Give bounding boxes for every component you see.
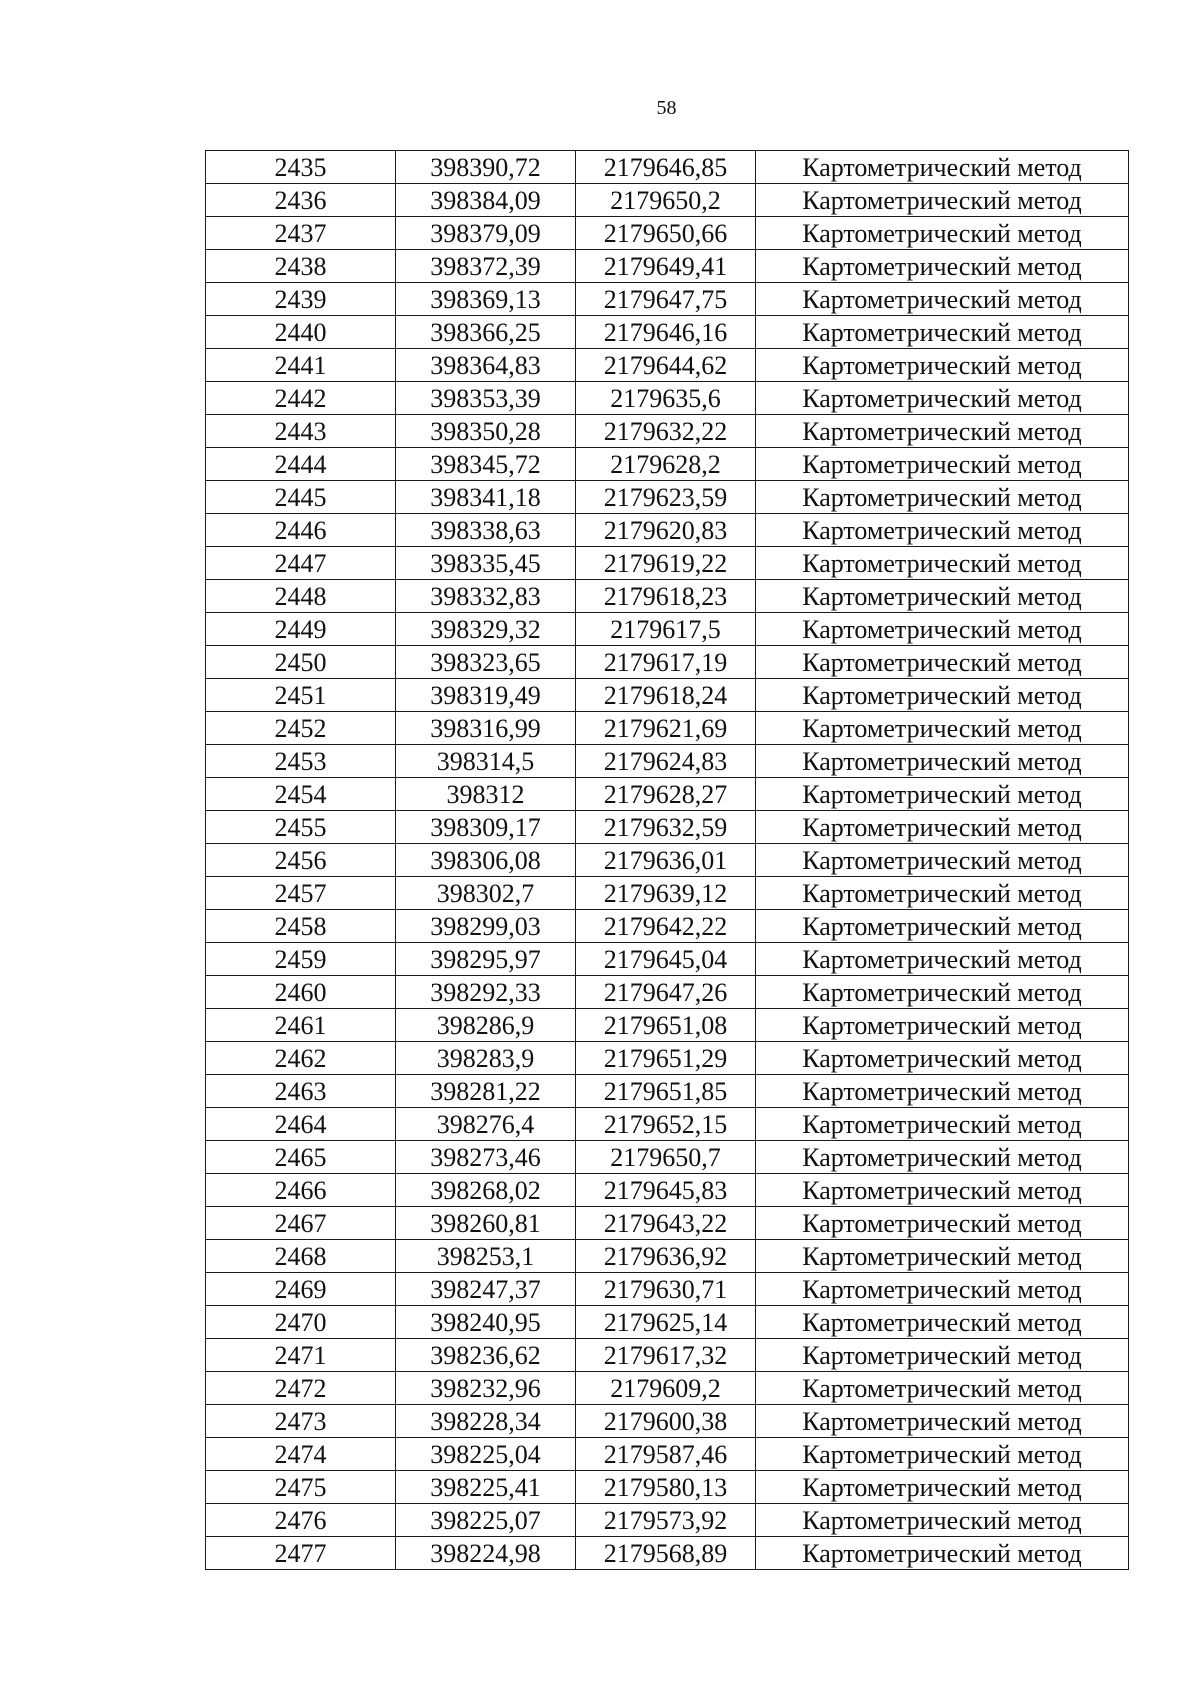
x-coordinate-cell: 398369,13	[396, 283, 576, 316]
point-number-cell: 2461	[206, 1009, 396, 1042]
method-cell: Картометрический метод	[756, 547, 1129, 580]
y-coordinate-cell: 2179651,85	[576, 1075, 756, 1108]
point-number-cell: 2451	[206, 679, 396, 712]
table-row	[206, 613, 1129, 646]
point-number-cell: 2446	[206, 514, 396, 547]
y-coordinate-cell: 2179650,2	[576, 184, 756, 217]
table-row	[206, 646, 1129, 679]
y-coordinate-cell: 2179630,71	[576, 1273, 756, 1306]
table-row	[206, 1339, 1129, 1372]
table-row	[206, 1504, 1129, 1537]
method-cell: Картометрический метод	[756, 415, 1129, 448]
point-number-cell: 2466	[206, 1174, 396, 1207]
point-number-cell: 2444	[206, 448, 396, 481]
point-number-cell: 2443	[206, 415, 396, 448]
method-cell: Картометрический метод	[756, 1471, 1129, 1504]
method-cell: Картометрический метод	[756, 184, 1129, 217]
table-row	[206, 349, 1129, 382]
point-number-cell: 2471	[206, 1339, 396, 1372]
coordinates-table-body	[206, 151, 1129, 1570]
x-coordinate-cell: 398312	[396, 778, 576, 811]
table-row	[206, 382, 1129, 415]
table-row	[206, 1537, 1129, 1570]
point-number-cell: 2442	[206, 382, 396, 415]
table-row	[206, 1207, 1129, 1240]
y-coordinate-cell: 2179621,69	[576, 712, 756, 745]
table-row	[206, 1108, 1129, 1141]
x-coordinate-cell: 398316,99	[396, 712, 576, 745]
point-number-cell: 2435	[206, 151, 396, 184]
point-number-cell: 2447	[206, 547, 396, 580]
y-coordinate-cell: 2179642,22	[576, 910, 756, 943]
method-cell: Картометрический метод	[756, 910, 1129, 943]
point-number-cell: 2439	[206, 283, 396, 316]
x-coordinate-cell: 398292,33	[396, 976, 576, 1009]
method-cell: Картометрический метод	[756, 1240, 1129, 1273]
method-cell: Картометрический метод	[756, 844, 1129, 877]
x-coordinate-cell: 398273,46	[396, 1141, 576, 1174]
table-row	[206, 679, 1129, 712]
x-coordinate-cell: 398232,96	[396, 1372, 576, 1405]
point-number-cell: 2473	[206, 1405, 396, 1438]
point-number-cell: 2469	[206, 1273, 396, 1306]
table-row	[206, 943, 1129, 976]
y-coordinate-cell: 2179649,41	[576, 250, 756, 283]
y-coordinate-cell: 2179647,26	[576, 976, 756, 1009]
y-coordinate-cell: 2179639,12	[576, 877, 756, 910]
point-number-cell: 2467	[206, 1207, 396, 1240]
table-row	[206, 1273, 1129, 1306]
table-row	[206, 1372, 1129, 1405]
point-number-cell: 2463	[206, 1075, 396, 1108]
method-cell: Картометрический метод	[756, 151, 1129, 184]
table-row	[206, 1405, 1129, 1438]
method-cell: Картометрический метод	[756, 1174, 1129, 1207]
method-cell: Картометрический метод	[756, 1537, 1129, 1570]
x-coordinate-cell: 398236,62	[396, 1339, 576, 1372]
method-cell: Картометрический метод	[756, 481, 1129, 514]
x-coordinate-cell: 398260,81	[396, 1207, 576, 1240]
point-number-cell: 2474	[206, 1438, 396, 1471]
x-coordinate-cell: 398253,1	[396, 1240, 576, 1273]
method-cell: Картометрический метод	[756, 1438, 1129, 1471]
method-cell: Картометрический метод	[756, 1405, 1129, 1438]
y-coordinate-cell: 2179643,22	[576, 1207, 756, 1240]
method-cell: Картометрический метод	[756, 1339, 1129, 1372]
point-number-cell: 2472	[206, 1372, 396, 1405]
x-coordinate-cell: 398302,7	[396, 877, 576, 910]
x-coordinate-cell: 398384,09	[396, 184, 576, 217]
y-coordinate-cell: 2179628,27	[576, 778, 756, 811]
x-coordinate-cell: 398224,98	[396, 1537, 576, 1570]
x-coordinate-cell: 398366,25	[396, 316, 576, 349]
table-row	[206, 1075, 1129, 1108]
method-cell: Картометрический метод	[756, 1306, 1129, 1339]
table-row	[206, 250, 1129, 283]
table-row	[206, 1042, 1129, 1075]
table-row	[206, 844, 1129, 877]
x-coordinate-cell: 398247,37	[396, 1273, 576, 1306]
method-cell: Картометрический метод	[756, 1207, 1129, 1240]
y-coordinate-cell: 2179646,16	[576, 316, 756, 349]
table-row	[206, 448, 1129, 481]
table-row	[206, 415, 1129, 448]
table-row	[206, 976, 1129, 1009]
y-coordinate-cell: 2179587,46	[576, 1438, 756, 1471]
point-number-cell: 2445	[206, 481, 396, 514]
x-coordinate-cell: 398314,5	[396, 745, 576, 778]
y-coordinate-cell: 2179624,83	[576, 745, 756, 778]
table-row	[206, 1009, 1129, 1042]
method-cell: Картометрический метод	[756, 1075, 1129, 1108]
x-coordinate-cell: 398335,45	[396, 547, 576, 580]
method-cell: Картометрический метод	[756, 1042, 1129, 1075]
y-coordinate-cell: 2179573,92	[576, 1504, 756, 1537]
y-coordinate-cell: 2179644,62	[576, 349, 756, 382]
x-coordinate-cell: 398228,34	[396, 1405, 576, 1438]
table-row	[206, 910, 1129, 943]
point-number-cell: 2460	[206, 976, 396, 1009]
x-coordinate-cell: 398281,22	[396, 1075, 576, 1108]
y-coordinate-cell: 2179632,22	[576, 415, 756, 448]
y-coordinate-cell: 2179651,08	[576, 1009, 756, 1042]
y-coordinate-cell: 2179617,5	[576, 613, 756, 646]
x-coordinate-cell: 398353,39	[396, 382, 576, 415]
y-coordinate-cell: 2179618,23	[576, 580, 756, 613]
x-coordinate-cell: 398390,72	[396, 151, 576, 184]
method-cell: Картометрический метод	[756, 250, 1129, 283]
y-coordinate-cell: 2179635,6	[576, 382, 756, 415]
point-number-cell: 2465	[206, 1141, 396, 1174]
method-cell: Картометрический метод	[756, 1009, 1129, 1042]
x-coordinate-cell: 398350,28	[396, 415, 576, 448]
page-number: 58	[656, 97, 677, 119]
table-row	[206, 1438, 1129, 1471]
y-coordinate-cell: 2179645,04	[576, 943, 756, 976]
method-cell: Картометрический метод	[756, 283, 1129, 316]
point-number-cell: 2440	[206, 316, 396, 349]
x-coordinate-cell: 398372,39	[396, 250, 576, 283]
table-row	[206, 1174, 1129, 1207]
table-row	[206, 151, 1129, 184]
x-coordinate-cell: 398286,9	[396, 1009, 576, 1042]
point-number-cell: 2468	[206, 1240, 396, 1273]
x-coordinate-cell: 398225,07	[396, 1504, 576, 1537]
method-cell: Картометрический метод	[756, 1504, 1129, 1537]
method-cell: Картометрический метод	[756, 877, 1129, 910]
method-cell: Картометрический метод	[756, 745, 1129, 778]
y-coordinate-cell: 2179650,66	[576, 217, 756, 250]
table-row	[206, 514, 1129, 547]
table-row	[206, 1306, 1129, 1339]
x-coordinate-cell: 398379,09	[396, 217, 576, 250]
table-row	[206, 712, 1129, 745]
x-coordinate-cell: 398299,03	[396, 910, 576, 943]
table-row	[206, 547, 1129, 580]
x-coordinate-cell: 398364,83	[396, 349, 576, 382]
x-coordinate-cell: 398323,65	[396, 646, 576, 679]
point-number-cell: 2477	[206, 1537, 396, 1570]
method-cell: Картометрический метод	[756, 448, 1129, 481]
point-number-cell: 2453	[206, 745, 396, 778]
coordinates-table	[205, 150, 1129, 1570]
point-number-cell: 2475	[206, 1471, 396, 1504]
x-coordinate-cell: 398283,9	[396, 1042, 576, 1075]
y-coordinate-cell: 2179646,85	[576, 151, 756, 184]
table-row	[206, 1141, 1129, 1174]
table-row	[206, 1240, 1129, 1273]
y-coordinate-cell: 2179647,75	[576, 283, 756, 316]
y-coordinate-cell: 2179636,01	[576, 844, 756, 877]
y-coordinate-cell: 2179600,38	[576, 1405, 756, 1438]
y-coordinate-cell: 2179618,24	[576, 679, 756, 712]
method-cell: Картометрический метод	[756, 778, 1129, 811]
point-number-cell: 2436	[206, 184, 396, 217]
point-number-cell: 2457	[206, 877, 396, 910]
point-number-cell: 2456	[206, 844, 396, 877]
y-coordinate-cell: 2179617,32	[576, 1339, 756, 1372]
table-row	[206, 316, 1129, 349]
method-cell: Картометрический метод	[756, 382, 1129, 415]
y-coordinate-cell: 2179625,14	[576, 1306, 756, 1339]
y-coordinate-cell: 2179619,22	[576, 547, 756, 580]
x-coordinate-cell: 398240,95	[396, 1306, 576, 1339]
y-coordinate-cell: 2179632,59	[576, 811, 756, 844]
method-cell: Картометрический метод	[756, 1372, 1129, 1405]
point-number-cell: 2449	[206, 613, 396, 646]
table-row	[206, 580, 1129, 613]
x-coordinate-cell: 398329,32	[396, 613, 576, 646]
point-number-cell: 2448	[206, 580, 396, 613]
table-row	[206, 811, 1129, 844]
method-cell: Картометрический метод	[756, 514, 1129, 547]
point-number-cell: 2455	[206, 811, 396, 844]
method-cell: Картометрический метод	[756, 1141, 1129, 1174]
method-cell: Картометрический метод	[756, 646, 1129, 679]
method-cell: Картометрический метод	[756, 217, 1129, 250]
table-row	[206, 1471, 1129, 1504]
method-cell: Картометрический метод	[756, 1273, 1129, 1306]
x-coordinate-cell: 398338,63	[396, 514, 576, 547]
method-cell: Картометрический метод	[756, 613, 1129, 646]
point-number-cell: 2452	[206, 712, 396, 745]
point-number-cell: 2454	[206, 778, 396, 811]
y-coordinate-cell: 2179636,92	[576, 1240, 756, 1273]
table-row	[206, 283, 1129, 316]
y-coordinate-cell: 2179568,89	[576, 1537, 756, 1570]
x-coordinate-cell: 398268,02	[396, 1174, 576, 1207]
x-coordinate-cell: 398295,97	[396, 943, 576, 976]
y-coordinate-cell: 2179620,83	[576, 514, 756, 547]
point-number-cell: 2437	[206, 217, 396, 250]
point-number-cell: 2459	[206, 943, 396, 976]
x-coordinate-cell: 398225,41	[396, 1471, 576, 1504]
x-coordinate-cell: 398306,08	[396, 844, 576, 877]
x-coordinate-cell: 398225,04	[396, 1438, 576, 1471]
point-number-cell: 2462	[206, 1042, 396, 1075]
table-row	[206, 745, 1129, 778]
x-coordinate-cell: 398332,83	[396, 580, 576, 613]
method-cell: Картометрический метод	[756, 679, 1129, 712]
method-cell: Картометрический метод	[756, 580, 1129, 613]
point-number-cell: 2464	[206, 1108, 396, 1141]
method-cell: Картометрический метод	[756, 943, 1129, 976]
x-coordinate-cell: 398341,18	[396, 481, 576, 514]
point-number-cell: 2441	[206, 349, 396, 382]
table-row	[206, 778, 1129, 811]
table-row	[206, 481, 1129, 514]
x-coordinate-cell: 398319,49	[396, 679, 576, 712]
x-coordinate-cell: 398276,4	[396, 1108, 576, 1141]
y-coordinate-cell: 2179628,2	[576, 448, 756, 481]
method-cell: Картометрический метод	[756, 712, 1129, 745]
y-coordinate-cell: 2179623,59	[576, 481, 756, 514]
method-cell: Картометрический метод	[756, 1108, 1129, 1141]
method-cell: Картометрический метод	[756, 349, 1129, 382]
y-coordinate-cell: 2179645,83	[576, 1174, 756, 1207]
x-coordinate-cell: 398309,17	[396, 811, 576, 844]
y-coordinate-cell: 2179650,7	[576, 1141, 756, 1174]
method-cell: Картометрический метод	[756, 976, 1129, 1009]
method-cell: Картометрический метод	[756, 316, 1129, 349]
x-coordinate-cell: 398345,72	[396, 448, 576, 481]
point-number-cell: 2470	[206, 1306, 396, 1339]
table-row	[206, 217, 1129, 250]
point-number-cell: 2476	[206, 1504, 396, 1537]
table-row	[206, 184, 1129, 217]
point-number-cell: 2438	[206, 250, 396, 283]
point-number-cell: 2458	[206, 910, 396, 943]
y-coordinate-cell: 2179651,29	[576, 1042, 756, 1075]
table-row	[206, 877, 1129, 910]
y-coordinate-cell: 2179652,15	[576, 1108, 756, 1141]
method-cell: Картометрический метод	[756, 811, 1129, 844]
y-coordinate-cell: 2179617,19	[576, 646, 756, 679]
y-coordinate-cell: 2179580,13	[576, 1471, 756, 1504]
point-number-cell: 2450	[206, 646, 396, 679]
y-coordinate-cell: 2179609,2	[576, 1372, 756, 1405]
